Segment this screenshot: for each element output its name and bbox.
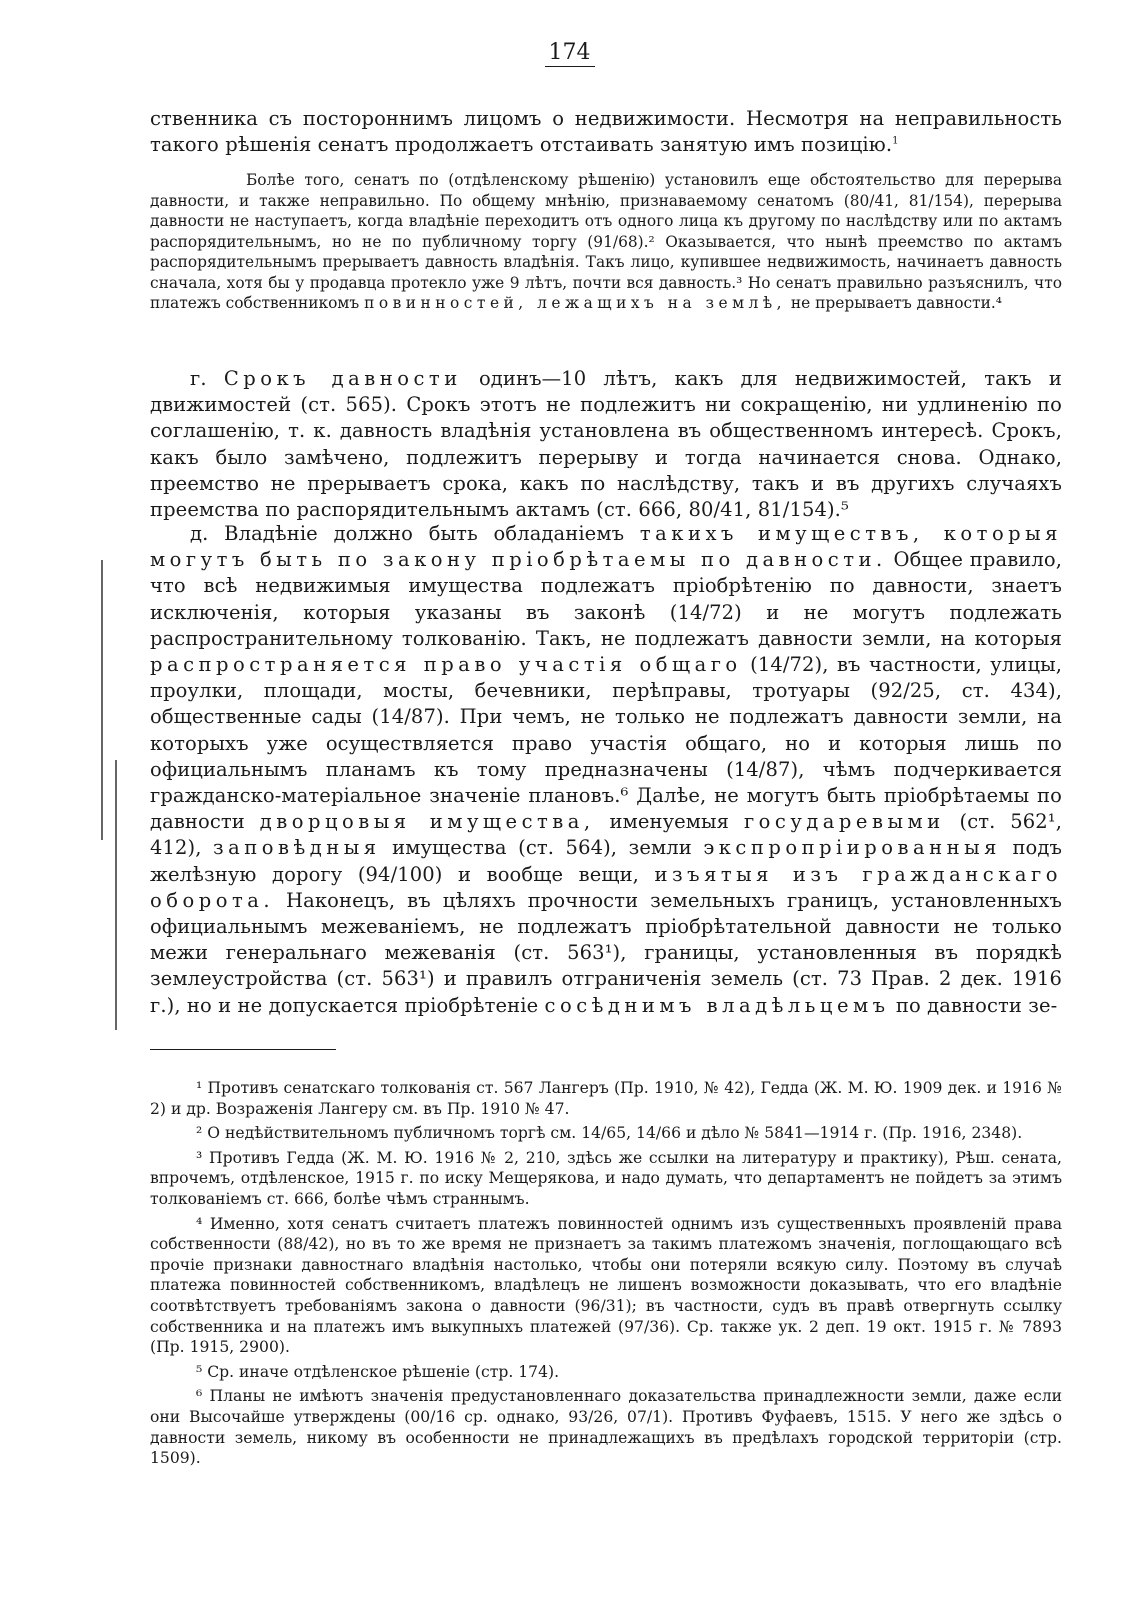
paragraph-3-segment: д. Владѣніе должно быть обладаніемъ — [190, 522, 640, 545]
paragraph-3-segment: подъ желѣзную дорогу (94/100) и вообще вещи, — [150, 836, 1062, 886]
small-paragraph-end: не прерываетъ давности.⁴ — [790, 294, 1002, 312]
paragraph-3-segment: дворцовыя имущества, — [259, 810, 595, 834]
paragraph-3-segment: сосѣднимъ владѣльцемъ — [544, 993, 890, 1017]
page-number-text: 174 — [545, 40, 595, 67]
footnote-ref-1: 1 — [892, 135, 899, 147]
footnote: ³ Противъ Гедда (Ж. М. Ю. 1916 № 2, 210, здѣсь же ссылки на литературу и практику), Рѣш. сената, впрочемъ, отдѣленское, 1915 г. по иску Мещерякова, и надо думать, что департаментъ не пойдетъ за этимъ толкованіемъ ст. 666, болѣе чѣмъ страннымъ. — [150, 1148, 1062, 1208]
footnote: ⁵ Ср. иначе отдѣленское рѣшеніе (стр. 174). — [196, 1362, 560, 1381]
paragraph-1-text: ственника съ постороннимъ лицомъ о недвижимости. Несмотря на неправильность такого рѣшенія сенатъ продолжаетъ отстаивать занятую имъ позицію. — [150, 107, 1062, 157]
small-paragraph-spaced: повинностей, лежащихъ на землѣ, — [364, 294, 786, 312]
footnote: ⁴ Именно, хотя сенатъ считаетъ платежъ повинностей однимъ изъ существенныхъ проявленій права собственности (88/42), но въ то же время не признаетъ за такимъ платежомъ значенія, поглощающаго всѣ прочіе признаки давностнаго владѣнія настолько, чтобы они потеряли всякую силу. Поэтому въ случаѣ платежа повинностей собственникомъ, владѣлецъ не лишенъ возможности доказывать, что его владѣніе соотвѣтствуетъ требованіямъ закона о давности (96/31); въ частности, судъ въ правѣ отвергнуть ссылку собственника и на платежъ имъ выкупныхъ платежей (97/36). Ср. также ук. 2 деп. 19 окт. 1915 г. № 7893 (Пр. 1915, 2900). — [150, 1214, 1062, 1357]
footnotes — [150, 1078, 1062, 1473]
footnote-divider — [150, 1049, 336, 1050]
paragraph-3-segment: Общее правило, что всѣ недвижимыя имущества подлежатъ пріобрѣтенію по давности, знаетъ исключенія, которыя указаны въ законѣ (14/72) и не могутъ подлежать распространительному толкованію. Такъ, не подлежатъ давности земли, на которыя — [150, 548, 1062, 650]
paragraph-3-segment: (14/72), въ частности, улицы, проулки, площади, мосты, бечевники, перѣправы, тротуары (92/25, ст. 434), общественные сады (14/87). При чемъ, не только не подлежатъ давности земли, на которыхъ уже осуществляется право участія общаго, но и которыя лишь по официальнымъ планамъ къ тому предназначены (14/87), чѣмъ подчеркивается гражданско-матеріальное значеніе плановъ.⁶ Далѣе, не могутъ быть пріобрѣтаемы по давности — [150, 653, 1063, 834]
paragraph-3-segment: именуемыя — [594, 810, 744, 834]
paragraph-3-segment: имущества (ст. 564), земли — [380, 836, 704, 860]
page-number — [0, 40, 1139, 65]
margin-pencil-marks — [96, 560, 126, 1040]
paragraph-3-segment: по давности зе- — [889, 993, 1058, 1017]
paragraph-3 — [150, 521, 1062, 1019]
footnote: ¹ Противъ сенатскаго толкованія ст. 567 Лангеръ (Пр. 1910, № 42), Гедда (Ж. М. Ю. 1909 дек. и 1916 № 2) и др. Возраженія Лангеру см. въ Пр. 1910 № 47. — [150, 1079, 1062, 1118]
paragraph-2-text: одинъ—10 лѣтъ, какъ для недвижимостей, такъ и движимостей (ст. 565). Срокъ этотъ не подлежитъ ни сокращенію, ни удлиненію по соглашенію, т. к. давность владѣнія установлена въ общественномъ интересѣ. Срокъ, какъ было замѣчено, подлежитъ перерыву и тогда начинается снова. Однако, преемство не прерываетъ срока, какъ по наслѣдству, такъ и въ другихъ случаяхъ преемства по распорядительнымъ актамъ (ст. 666, 80/41, 81/154).⁵ — [150, 367, 1062, 522]
footnote: ² О недѣйствительномъ публичномъ торгѣ см. 14/65, 14/66 и дѣло № 5841—1914 г. (Пр. 1916, 2348). — [196, 1124, 1023, 1143]
paragraph-3-segment: такихъ имуществъ, которыя могутъ быть по закону пріобрѣтаемы по давности. — [150, 522, 1062, 572]
paragraph-3-segment: распространяется право участія общаго — [150, 653, 742, 677]
paragraph-3-segment: Наконецъ, въ цѣляхъ прочности земельныхъ границъ, установленныхъ официальнымъ межеваніемъ, не подлежатъ пріобрѣтательной давности не только межи генеральнаго межеванія (ст. 563¹), границы, установленныя въ порядкѣ землеустройства (ст. 563¹) и правилъ отграниченія земель (ст. 73 Прав. 2 дек. 1916 г.), но и не допускается пріобрѣтеніе — [150, 888, 1062, 1017]
paragraph-3-segment: заповѣдныя — [213, 836, 381, 860]
paragraph-3-segment: (ст. 562¹, 412), — [150, 810, 1063, 860]
paragraph-2 — [150, 366, 1062, 523]
small-paragraph-text: Болѣе того, сенатъ по (отдѣленскому рѣшенію) установилъ еще обстоятельство для перерыва давности, и также неправильно. По общему мнѣнію, признаваемому сенатомъ (80/41, 81/154), перерыва давности не наступаетъ, когда владѣніе переходитъ отъ одного лица къ другому по наслѣдству или по актамъ распорядительнымъ, но не по публичному торгу (91/68).² Оказывается, что нынѣ преемство по актамъ распорядительнымъ прерываетъ давность владѣнія. Такъ лицо, купившее недвижимость, начинаетъ давность сначала, хотя бы у продавца протекло уже 9 лѣтъ, почти вся давность.³ Но сенатъ правильно разъяснилъ, что платежъ собственникомъ — [150, 171, 1062, 312]
footnote: ⁶ Планы не имѣютъ значенія предустановленнаго доказательства принадлежности земли, даже если они Высочайше утверждены (00/16 ср. однако, 93/26, 07/1). Противъ Фуфаевъ, 1515. У него же здѣсь о давности земель, никому въ особенности не принадлежащихъ въ предѣлахъ городской территоріи (стр. 1509). — [150, 1387, 1062, 1468]
paragraph-1 — [150, 106, 1062, 158]
paragraph-3-segment: экспропріированныя — [703, 836, 1001, 860]
paragraph-2-spaced: Срокъ давности — [223, 367, 462, 390]
paragraph-3-segment: государевыми — [743, 810, 945, 834]
paragraph-2-lead: г. — [190, 367, 207, 390]
paragraph-3-segment: изъятыя изъ гражданскаго оборота. — [150, 862, 1062, 912]
small-paragraph — [150, 170, 1062, 314]
